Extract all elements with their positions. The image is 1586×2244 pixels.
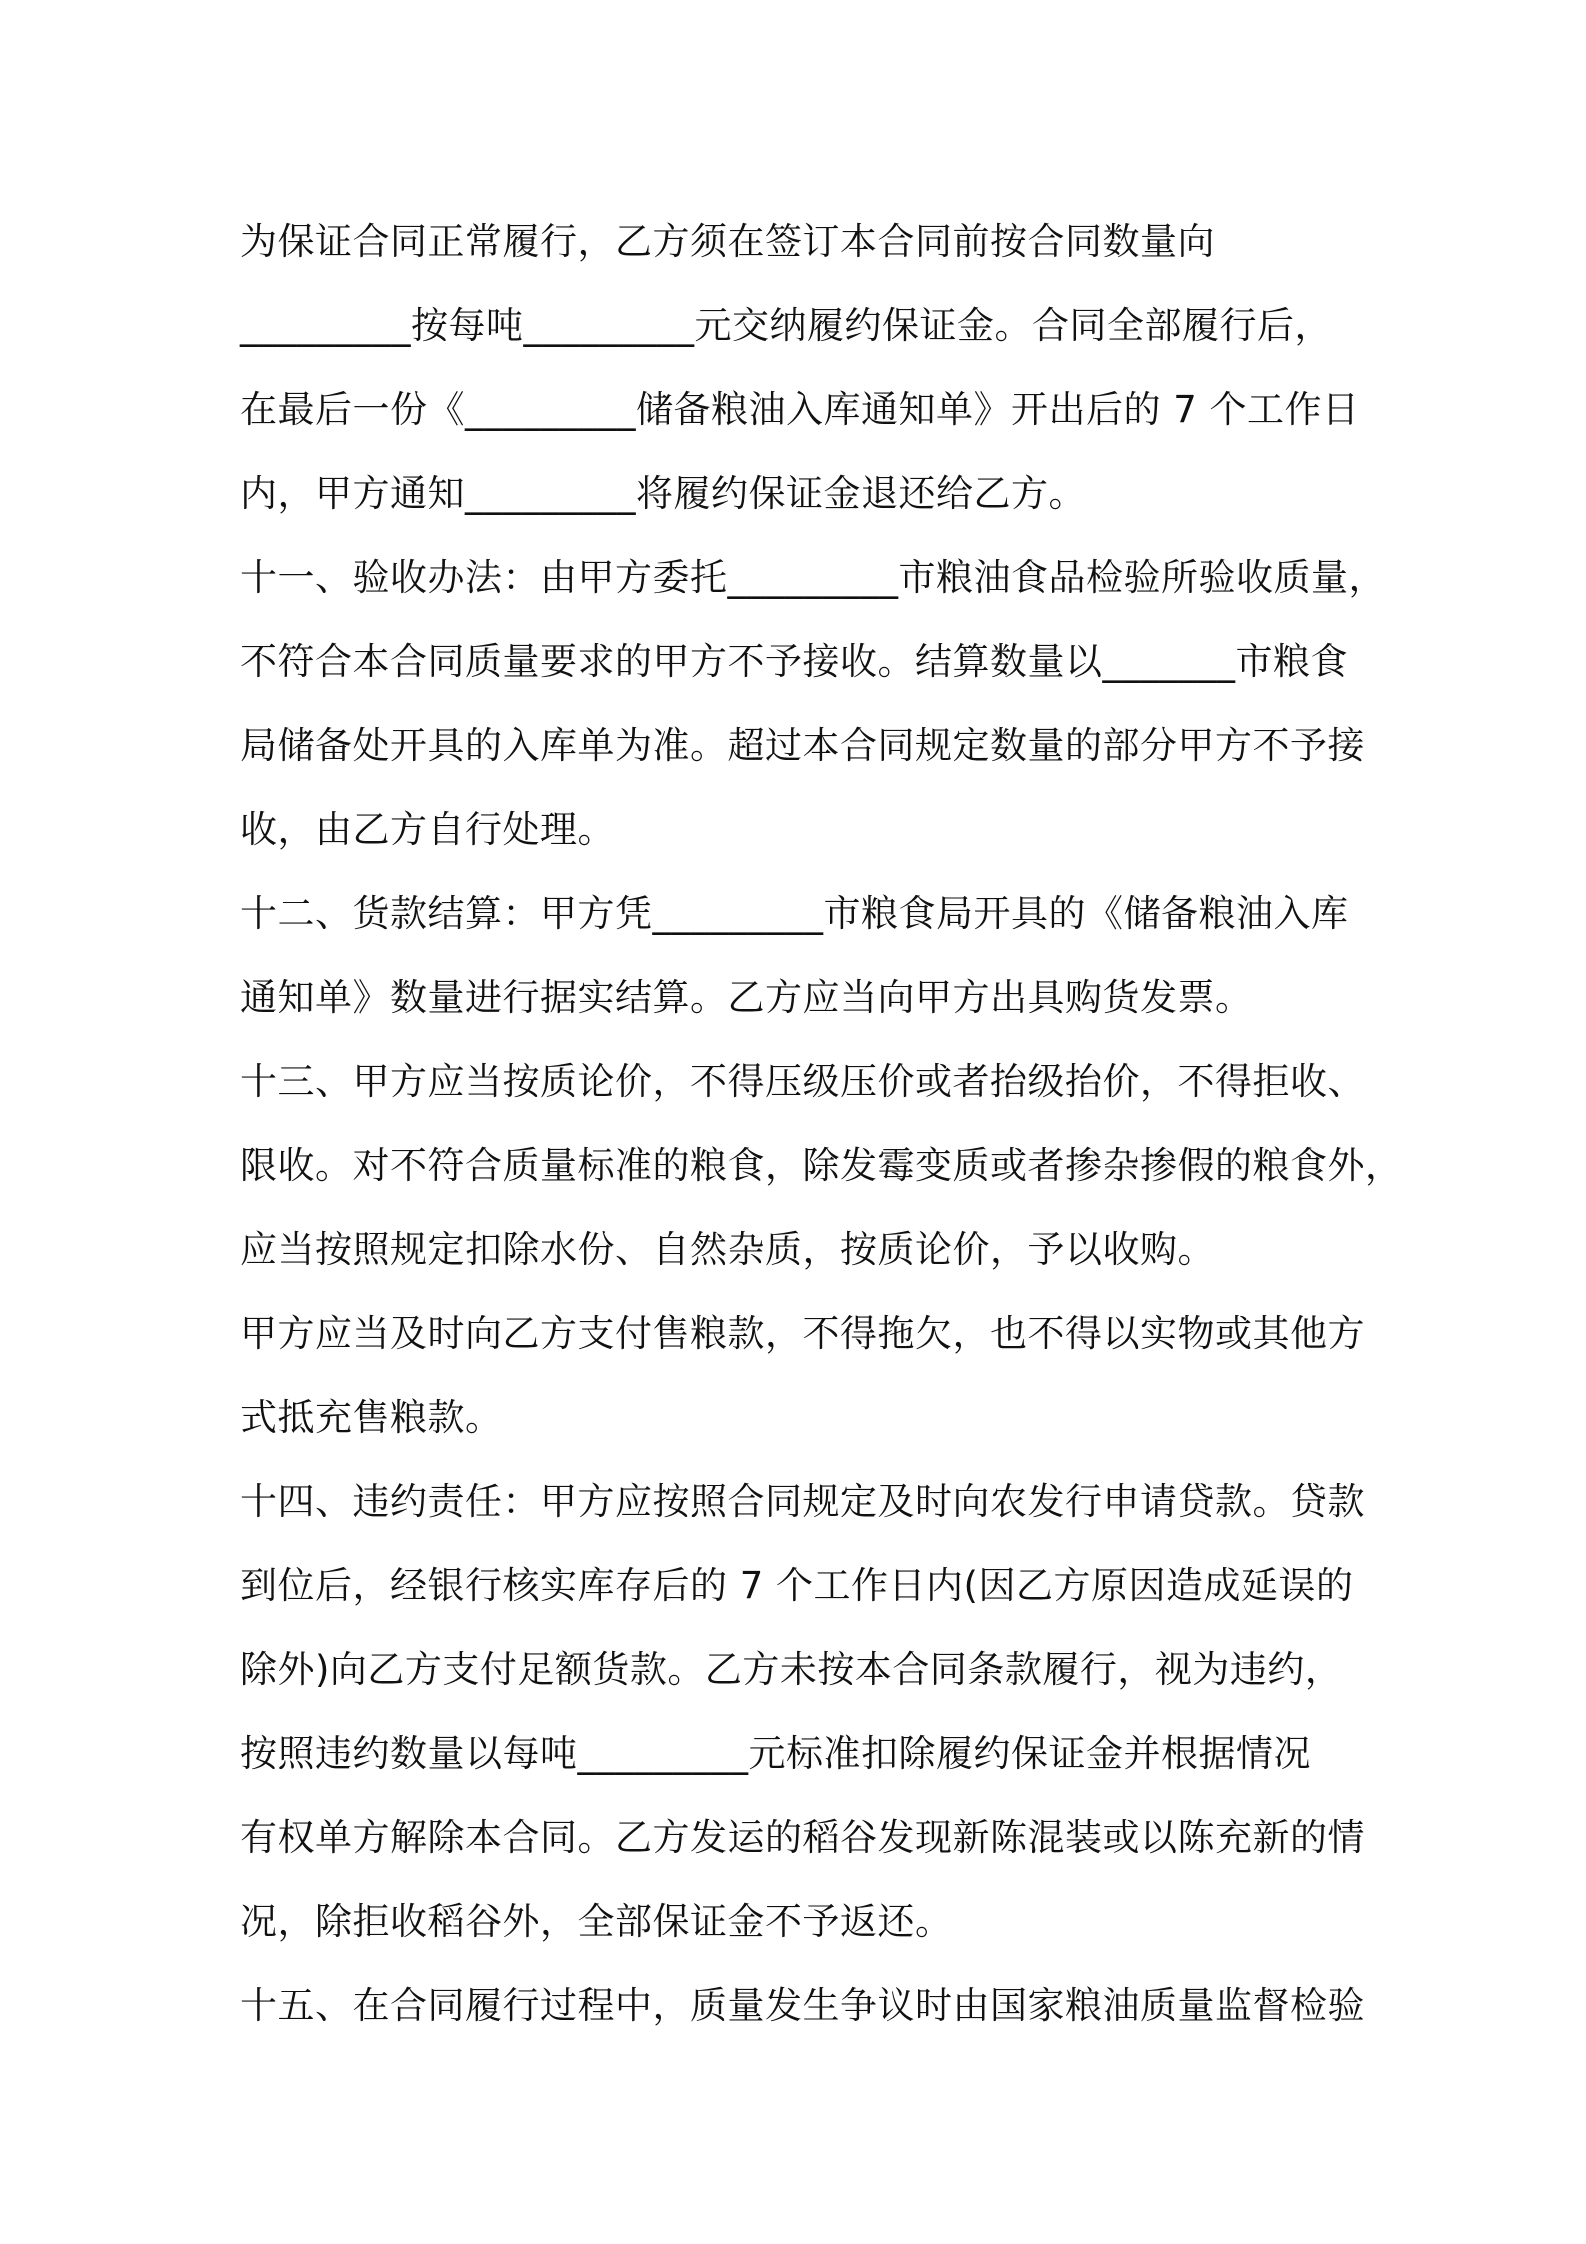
clause-11-line: 十一、验收办法：由甲方委托_________市粮油食品检验所验收质量， (240, 556, 1386, 599)
clause-14-line: 有权单方解除本合同。乙方发运的稻谷发现新陈混装或以陈充新的情 (240, 1816, 1365, 1859)
clause-14-line: 按照违约数量以每吨_________元标准扣除履约保证金并根据情况 (240, 1732, 1311, 1775)
clause-14-line: 到位后，经银行核实库存后的 7 个工作日内(因乙方原因造成延误的 (240, 1564, 1354, 1607)
paragraph-line: _________按每吨_________元交纳履约保证金。合同全部履行后， (240, 304, 1332, 347)
clause-13-line: 限收。对不符合质量标准的粮食，除发霉变质或者掺杂掺假的粮食外， (240, 1144, 1403, 1187)
paragraph-line: 甲方应当及时向乙方支付售粮款，不得拖欠，也不得以实物或其他方 (240, 1312, 1365, 1355)
clause-11-line: 不符合本合同质量要求的甲方不予接收。结算数量以_______市粮食 (240, 640, 1348, 683)
paragraph-line: 在最后一份《_________储备粮油入库通知单》开出后的 7 个工作日 (240, 388, 1360, 431)
clause-13-line: 十三、甲方应当按质论价，不得压级压价或者抬级抬价，不得拒收、 (240, 1060, 1365, 1103)
clause-14-line: 况，除拒收稻谷外，全部保证金不予返还。 (240, 1900, 953, 1943)
clause-12-line: 通知单》数量进行据实结算。乙方应当向甲方出具购货发票。 (240, 976, 1253, 1019)
paragraph-line: 式抵充售粮款。 (240, 1396, 503, 1439)
clause-11-line: 局储备处开具的入库单为准。超过本合同规定数量的部分甲方不予接 (240, 724, 1365, 767)
paragraph-line: 内，甲方通知_________将履约保证金退还给乙方。 (240, 472, 1086, 515)
clause-14-line: 十四、违约责任：甲方应按照合同规定及时向农发行申请贷款。贷款 (240, 1480, 1365, 1523)
clause-13-line: 应当按照规定扣除水份、自然杂质，按质论价，予以收购。 (240, 1228, 1215, 1271)
paragraph-line: 为保证合同正常履行，乙方须在签订本合同前按合同数量向 (240, 220, 1215, 263)
clause-11-line: 收，由乙方自行处理。 (240, 808, 615, 851)
clause-15-line: 十五、在合同履行过程中，质量发生争议时由国家粮油质量监督检验 (240, 1984, 1365, 2027)
clause-14-line: 除外)向乙方支付足额货款。乙方未按本合同条款履行，视为违约， (240, 1648, 1343, 1691)
document-body (240, 200, 1403, 2048)
clause-12-line: 十二、货款结算：甲方凭_________市粮食局开具的《储备粮油入库 (240, 892, 1349, 935)
